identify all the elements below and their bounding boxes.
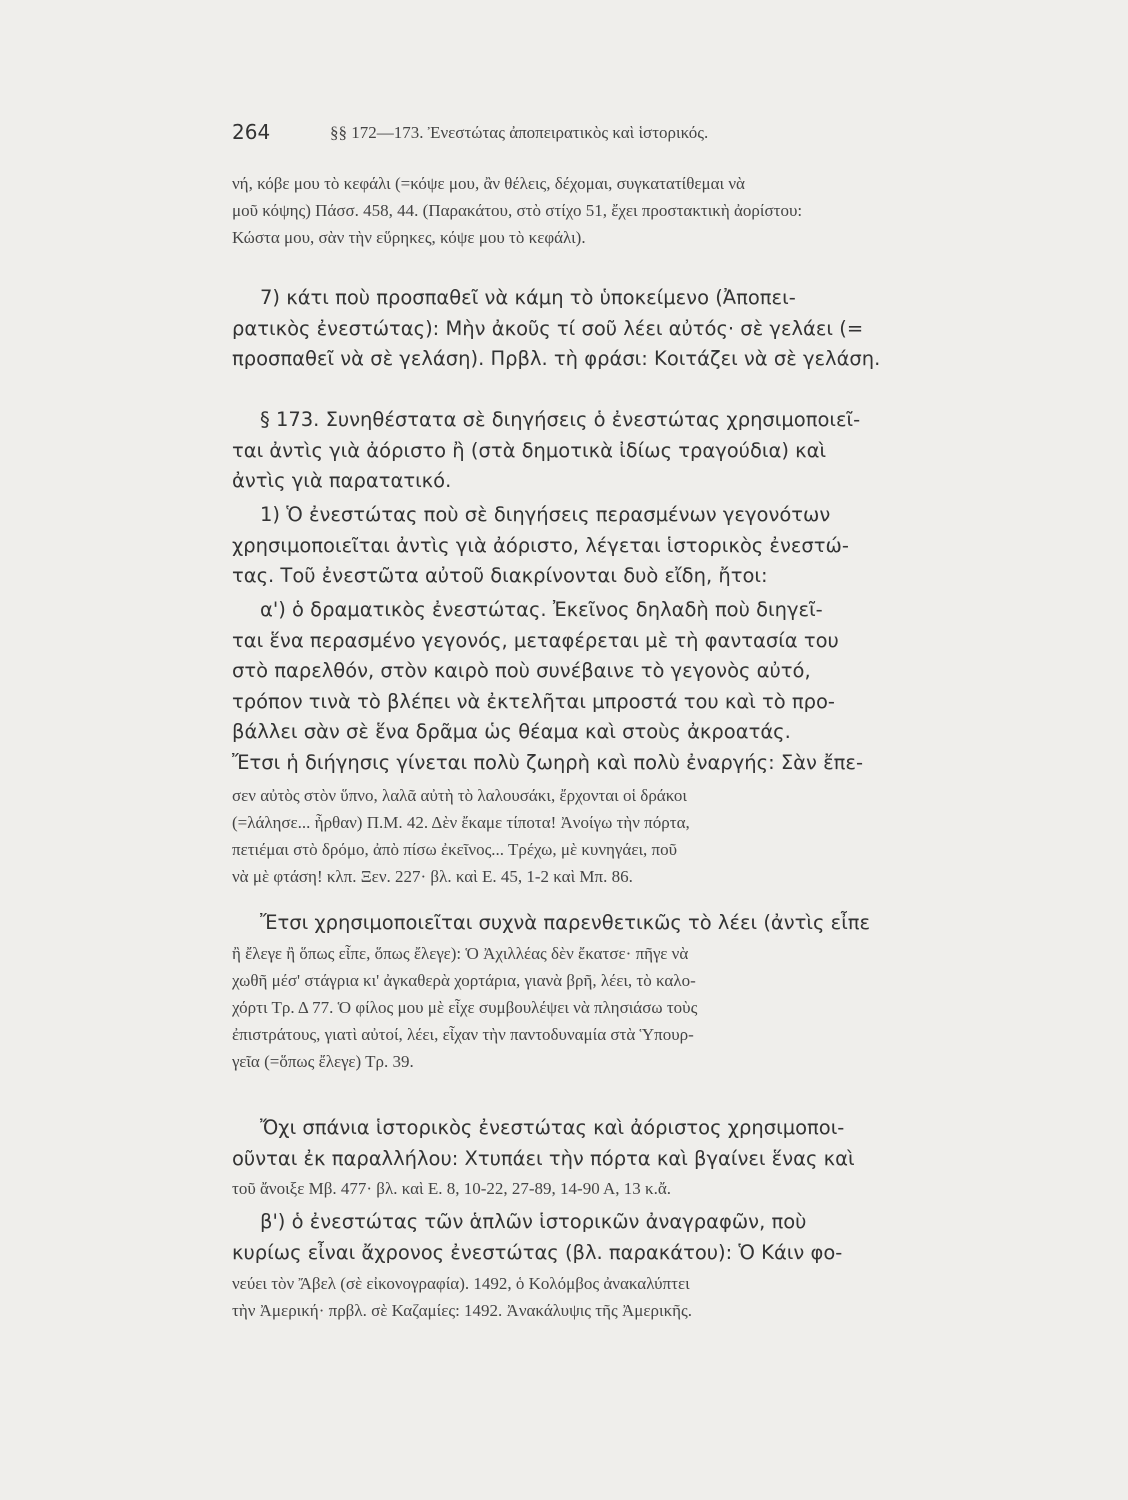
text-line: τὴν Ἀμερική· πρβλ. σὲ Καζαμίες: 1492. Ἀνακάλυψις τῆς Ἀμερικῆς. (232, 1301, 693, 1320)
text-line: ἀντὶς γιὰ παρατατικό. (232, 469, 452, 492)
text-line: ται ἀντὶς γιὰ ἀόριστο ἢ (στὰ δημοτικὰ ἰδίως τραγούδια) καὶ (232, 438, 827, 462)
paragraph-etsi-examples (232, 940, 992, 1075)
text-line: Ἔτσι ἡ διήγησις γίνεται πολὺ ζωηρὴ καὶ πολὺ ἐναργής: Σὰν ἔπε- (232, 750, 863, 774)
text-line: τρόπον τινὰ τὸ βλέπει νὰ ἐκτελῆται μπροστά του καὶ τὸ προ- (232, 689, 835, 713)
paragraph-1 (232, 500, 992, 592)
text-line: α') ὁ δραματικὸς ἐνεστώτας. Ἐκεῖνος δηλαδὴ ποὺ διηγεῖ- (260, 598, 823, 621)
text-line: χόρτι Τρ. Δ 77. Ὁ φίλος μου μὲ εἶχε συμβουλέψει νὰ πλησιάσω τοὺς (232, 998, 698, 1017)
text-line: τας. Τοῦ ἐνεστῶτα αὐτοῦ διακρίνονται δυὸ εἴδη, ἤτοι: (232, 564, 768, 587)
text-line: νή, κόβε μου τὸ κεφάλι (=κόψε μου, ἂν θέλεις, δέχομαι, συγκατατίθεμαι νὰ (232, 174, 745, 193)
text-line: β') ὁ ἐνεστώτας τῶν ἁπλῶν ἱστορικῶν ἀναγραφῶν, ποὺ (260, 1210, 807, 1233)
text-line: ἐπιστράτους, γιατὶ αὐτοί, λέει, εἶχαν τὴν παντοδυναμία στὰ Ὑπουρ- (232, 1025, 694, 1044)
text-line: κυρίως εἶναι ἄχρονος ἐνεστώτας (βλ. παρακάτου): Ὁ Κάιν φο- (232, 1240, 843, 1264)
page-header (232, 120, 709, 144)
text-line: 1) Ὁ ἐνεστώτας ποὺ σὲ διηγήσεις περασμένων γεγονότων (260, 503, 831, 526)
text-line: στὸ παρελθόν, στὸν καιρὸ ποὺ συνέβαινε τὸ γεγονὸς αὐτό, (232, 659, 811, 682)
paragraph-7 (232, 283, 992, 375)
section-heading-line: § 173. Συνηθέστατα σὲ διηγήσεις ὁ ἐνεστώτας χρησιμοποιεῖ- (260, 408, 861, 431)
paragraph-oxi (232, 1113, 992, 1174)
running-title: §§ 172—173. Ἐνεστώτας ἀποπειρατικὸς καὶ ἱστορικός. (330, 123, 709, 142)
text-line: οῦνται ἐκ παραλλήλου: Χτυπάει τὴν πόρτα καὶ βγαίνει ἕνας καὶ (232, 1146, 855, 1170)
text-line: Ὄχι σπάνια ἱστορικὸς ἐνεστώτας καὶ ἀόριστος χρησιμοποι- (260, 1116, 845, 1139)
text-line: τοῦ ἄνοιξε Μβ. 477· βλ. καὶ Ε. 8, 10-22, 27-89, 14-90 Α, 13 κ.ἄ. (232, 1179, 672, 1198)
section-173 (232, 405, 992, 497)
top-note (232, 170, 992, 251)
paragraph-a (232, 595, 992, 778)
text-line: χωθῆ μέσ' στάγρια κι' ἀγκαθερὰ χορτάρια, γιανὰ βρῆ, λέει, τὸ καλο- (232, 971, 696, 990)
text-line: Κώστα μου, σὰν τὴν εὕρηκες, κόψε μου τὸ κεφάλι). (232, 228, 586, 247)
text-line: ρατικὸς ἐνεστώτας): Μὴν ἀκοῦς τί σοῦ λέει αὐτός· σὲ γελάει (= (232, 316, 864, 340)
text-line: χρησιμοποιεῖται ἀντὶς γιὰ ἀόριστο, λέγεται ἱστορικὸς ἐνεστώ- (232, 533, 849, 557)
text-line: νὰ μὲ φτάση! κλπ. Ξεν. 227· βλ. καὶ Ε. 45, 1-2 καὶ Μπ. 86. (232, 867, 633, 886)
text-line: μοῦ κόψης) Πάσσ. 458, 44. (Παρακάτου, στὸ στίχο 51, ἔχει προστακτικὴ ἀορίστου: (232, 201, 803, 220)
text-line: προσπαθεῖ νὰ σὲ γελάση). Πρβλ. τὴ φράσι: Κοιτάζει νὰ σὲ γελάση. (232, 347, 881, 370)
paragraph-oxi-examples (232, 1175, 992, 1202)
paragraph-b (232, 1207, 992, 1268)
text-line: πετιέμαι στὸ δρόμο, ἀπὸ πίσω ἐκεῖνος... Τρέχω, μὲ κυνηγάει, ποῦ (232, 840, 678, 859)
text-line: ται ἕνα περασμένο γεγονός, μεταφέρεται μὲ τὴ φαντασία του (232, 628, 839, 652)
text-line: ἢ ἔλεγε ἢ ὅπως εἶπε, ὅπως ἔλεγε): Ὁ Ἀχιλλέας δὲν ἔκατσε· πῆγε νὰ (232, 944, 689, 963)
paragraph-etsi (232, 908, 992, 939)
paragraph-a-examples (232, 782, 992, 890)
text-line: 7) κάτι ποὺ προσπαθεῖ νὰ κάμη τὸ ὑποκείμενο (Ἀποπει- (260, 286, 796, 309)
text-line: σεν αὐτὸς στὸν ὕπνο, λαλᾶ αὐτὴ τὸ λαλουσάκι, ἔρχονται οἱ δράκοι (232, 786, 687, 805)
page-number: 264 (232, 120, 271, 144)
text-line: (=λάλησε... ἦρθαν) Π.Μ. 42. Δὲν ἔκαμε τίποτα! Ἀνοίγω τὴν πόρτα, (232, 813, 690, 832)
text-line: νεύει τὸν Ἄβελ (σὲ εἰκονογραφία). 1492, ὁ Κολόμβος ἀνακαλύπτει (232, 1274, 690, 1293)
text-line: γεῖα (=ὅπως ἔλεγε) Τρ. 39. (232, 1052, 414, 1071)
text-line: βάλλει σὰν σὲ ἕνα δρᾶμα ὡς θέαμα καὶ στοὺς ἀκροατάς. (232, 720, 791, 743)
text-line: Ἔτσι χρησιμοποιεῖται συχνὰ παρενθετικῶς τὸ λέει (ἀντὶς εἶπε (260, 911, 871, 934)
paragraph-b-examples (232, 1270, 992, 1324)
